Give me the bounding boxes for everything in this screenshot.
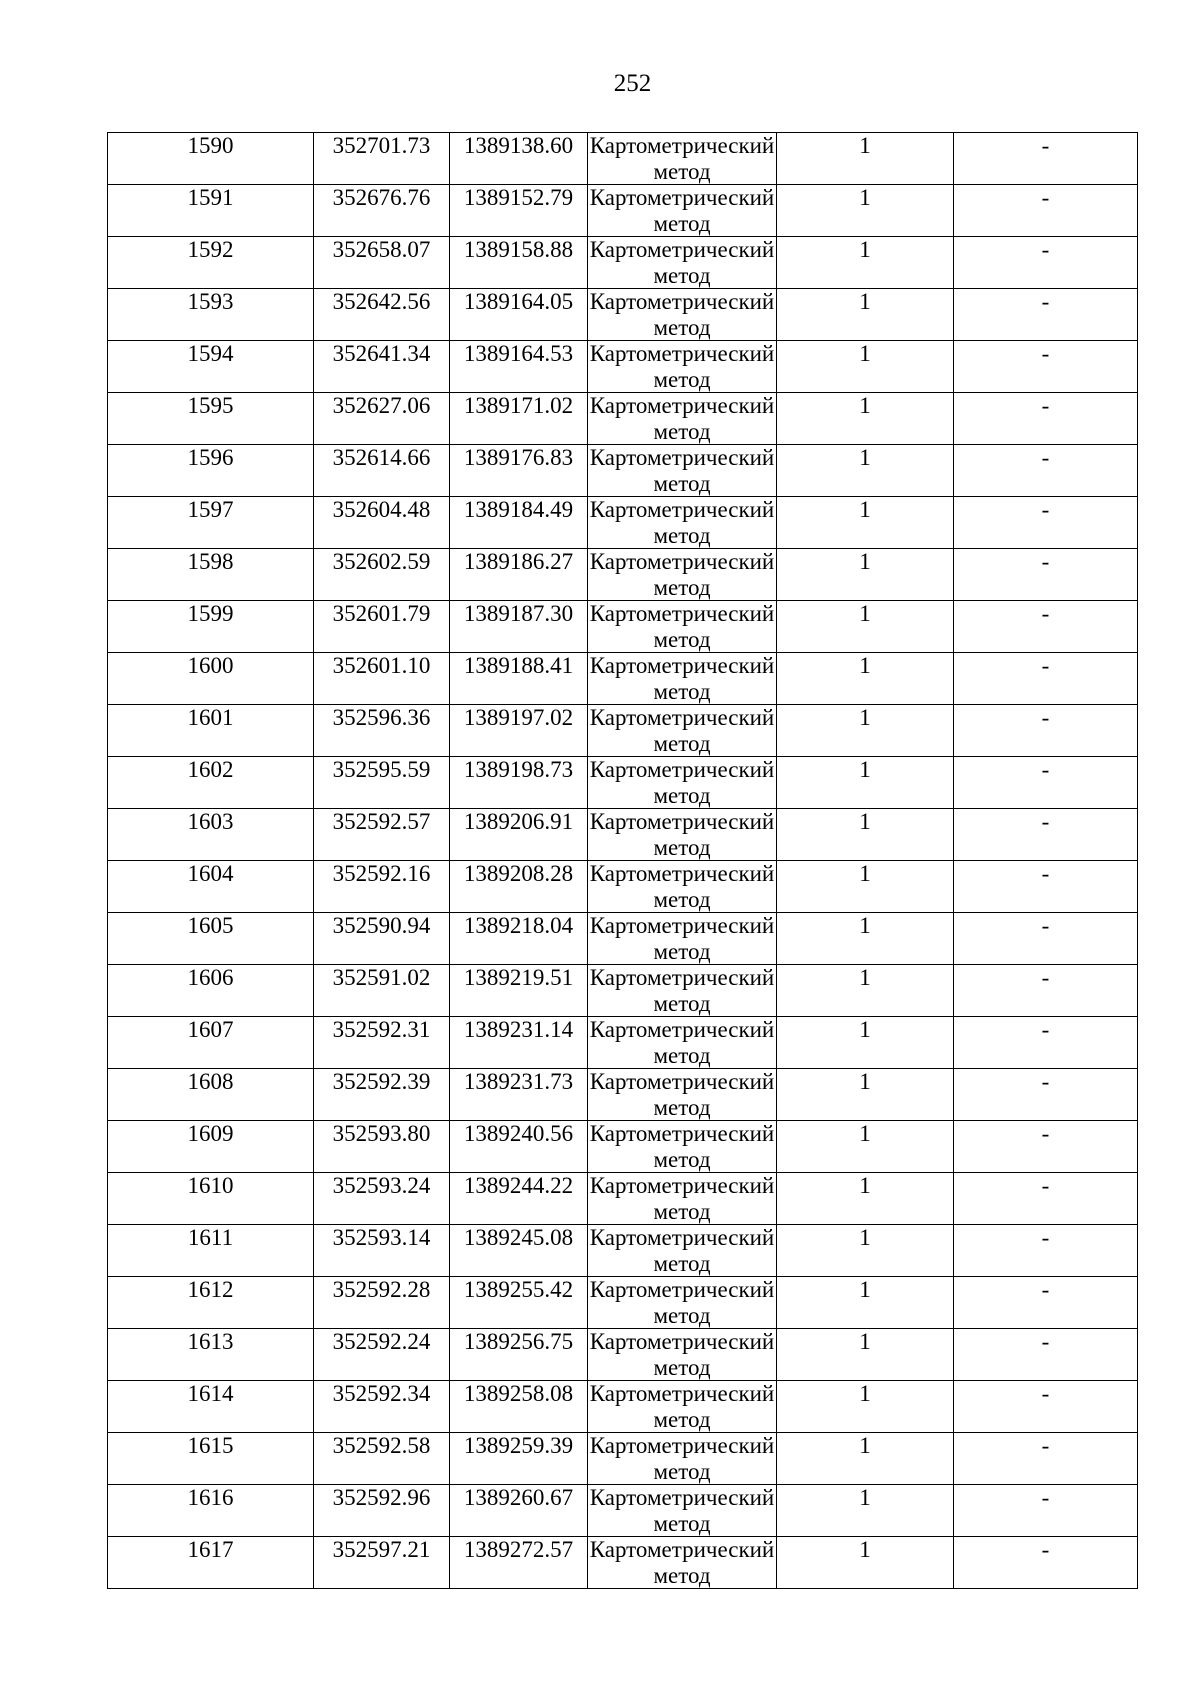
y-coordinate-cell: 1389152.79: [450, 185, 588, 237]
precision-cell: 1: [777, 289, 954, 341]
x-coordinate-cell: 352592.58: [314, 1433, 450, 1485]
point-number-cell: 1603: [108, 809, 314, 861]
precision-cell: 1: [777, 497, 954, 549]
point-number-cell: 1607: [108, 1017, 314, 1069]
point-number-cell: 1592: [108, 237, 314, 289]
y-coordinate-cell: 1389255.42: [450, 1277, 588, 1329]
method-cell: [588, 1017, 777, 1069]
method-text: Картометрический метод: [589, 913, 775, 964]
note-cell: -: [954, 133, 1138, 185]
method-text: Картометрический метод: [589, 237, 775, 288]
x-coordinate-cell: 352592.39: [314, 1069, 450, 1121]
table-row: [108, 393, 1138, 445]
method-text: Картометрический метод: [589, 1069, 775, 1120]
x-coordinate-cell: 352676.76: [314, 185, 450, 237]
table-row: [108, 965, 1138, 1017]
note-cell: -: [954, 341, 1138, 393]
x-coordinate-cell: 352593.24: [314, 1173, 450, 1225]
note-cell: -: [954, 1433, 1138, 1485]
table-row: [108, 861, 1138, 913]
y-coordinate-cell: 1389176.83: [450, 445, 588, 497]
table-row: [108, 133, 1138, 185]
method-text: Картометрический метод: [589, 497, 775, 548]
point-number-cell: 1617: [108, 1537, 314, 1589]
coordinates-table: [107, 132, 1138, 1589]
x-coordinate-cell: 352592.16: [314, 861, 450, 913]
y-coordinate-cell: 1389171.02: [450, 393, 588, 445]
method-cell: [588, 1173, 777, 1225]
method-cell: [588, 705, 777, 757]
precision-cell: 1: [777, 1537, 954, 1589]
y-coordinate-cell: 1389198.73: [450, 757, 588, 809]
method-text: Картометрический метод: [589, 1381, 775, 1432]
precision-cell: 1: [777, 341, 954, 393]
y-coordinate-cell: 1389260.67: [450, 1485, 588, 1537]
precision-cell: 1: [777, 1381, 954, 1433]
method-text: Картометрический метод: [589, 705, 775, 756]
precision-cell: 1: [777, 133, 954, 185]
method-cell: [588, 549, 777, 601]
table-row: [108, 653, 1138, 705]
note-cell: -: [954, 549, 1138, 601]
method-cell: [588, 289, 777, 341]
point-number-cell: 1610: [108, 1173, 314, 1225]
method-text: Картометрический метод: [589, 965, 775, 1016]
precision-cell: 1: [777, 861, 954, 913]
precision-cell: 1: [777, 705, 954, 757]
point-number-cell: 1606: [108, 965, 314, 1017]
method-text: Картометрический метод: [589, 445, 775, 496]
method-text: Картометрический метод: [589, 393, 775, 444]
table-row: [108, 757, 1138, 809]
table-row: [108, 341, 1138, 393]
y-coordinate-cell: 1389208.28: [450, 861, 588, 913]
precision-cell: 1: [777, 1017, 954, 1069]
note-cell: -: [954, 1277, 1138, 1329]
y-coordinate-cell: 1389259.39: [450, 1433, 588, 1485]
table-row: [108, 601, 1138, 653]
method-cell: [588, 445, 777, 497]
x-coordinate-cell: 352597.21: [314, 1537, 450, 1589]
y-coordinate-cell: 1389164.53: [450, 341, 588, 393]
point-number-cell: 1594: [108, 341, 314, 393]
point-number-cell: 1605: [108, 913, 314, 965]
precision-cell: 1: [777, 185, 954, 237]
note-cell: -: [954, 1485, 1138, 1537]
x-coordinate-cell: 352592.24: [314, 1329, 450, 1381]
x-coordinate-cell: 352601.10: [314, 653, 450, 705]
y-coordinate-cell: 1389164.05: [450, 289, 588, 341]
method-text: Картометрический метод: [589, 289, 775, 340]
table-row: [108, 1173, 1138, 1225]
method-text: Картометрический метод: [589, 1537, 775, 1588]
precision-cell: 1: [777, 1121, 954, 1173]
y-coordinate-cell: 1389158.88: [450, 237, 588, 289]
precision-cell: 1: [777, 393, 954, 445]
table-row: [108, 497, 1138, 549]
y-coordinate-cell: 1389206.91: [450, 809, 588, 861]
note-cell: -: [954, 1069, 1138, 1121]
method-text: Картометрический метод: [589, 1121, 775, 1172]
point-number-cell: 1601: [108, 705, 314, 757]
precision-cell: 1: [777, 549, 954, 601]
y-coordinate-cell: 1389231.73: [450, 1069, 588, 1121]
precision-cell: 1: [777, 1433, 954, 1485]
method-text: Картометрический метод: [589, 861, 775, 912]
note-cell: -: [954, 237, 1138, 289]
method-cell: [588, 757, 777, 809]
precision-cell: 1: [777, 757, 954, 809]
point-number-cell: 1608: [108, 1069, 314, 1121]
x-coordinate-cell: 352601.79: [314, 601, 450, 653]
precision-cell: 1: [777, 237, 954, 289]
note-cell: -: [954, 1537, 1138, 1589]
method-text: Картометрический метод: [589, 133, 775, 184]
method-cell: [588, 913, 777, 965]
x-coordinate-cell: 352602.59: [314, 549, 450, 601]
x-coordinate-cell: 352658.07: [314, 237, 450, 289]
note-cell: -: [954, 757, 1138, 809]
method-cell: [588, 1433, 777, 1485]
method-cell: [588, 1381, 777, 1433]
point-number-cell: 1591: [108, 185, 314, 237]
point-number-cell: 1600: [108, 653, 314, 705]
point-number-cell: 1597: [108, 497, 314, 549]
method-cell: [588, 1277, 777, 1329]
x-coordinate-cell: 352593.80: [314, 1121, 450, 1173]
method-text: Картометрический метод: [589, 1329, 775, 1380]
method-text: Картометрический метод: [589, 1017, 775, 1068]
y-coordinate-cell: 1389231.14: [450, 1017, 588, 1069]
method-text: Картометрический метод: [589, 601, 775, 652]
precision-cell: 1: [777, 913, 954, 965]
method-cell: [588, 1069, 777, 1121]
precision-cell: 1: [777, 601, 954, 653]
precision-cell: 1: [777, 1485, 954, 1537]
y-coordinate-cell: 1389184.49: [450, 497, 588, 549]
y-coordinate-cell: 1389240.56: [450, 1121, 588, 1173]
table-row: [108, 705, 1138, 757]
y-coordinate-cell: 1389256.75: [450, 1329, 588, 1381]
x-coordinate-cell: 352595.59: [314, 757, 450, 809]
method-cell: [588, 1485, 777, 1537]
method-text: Картометрический метод: [589, 185, 775, 236]
point-number-cell: 1614: [108, 1381, 314, 1433]
point-number-cell: 1593: [108, 289, 314, 341]
x-coordinate-cell: 352614.66: [314, 445, 450, 497]
x-coordinate-cell: 352641.34: [314, 341, 450, 393]
note-cell: -: [954, 445, 1138, 497]
method-cell: [588, 1225, 777, 1277]
note-cell: -: [954, 965, 1138, 1017]
y-coordinate-cell: 1389188.41: [450, 653, 588, 705]
method-cell: [588, 861, 777, 913]
y-coordinate-cell: 1389245.08: [450, 1225, 588, 1277]
precision-cell: 1: [777, 445, 954, 497]
method-cell: [588, 133, 777, 185]
precision-cell: 1: [777, 1225, 954, 1277]
note-cell: -: [954, 1017, 1138, 1069]
note-cell: -: [954, 705, 1138, 757]
point-number-cell: 1590: [108, 133, 314, 185]
method-cell: [588, 1121, 777, 1173]
precision-cell: 1: [777, 1329, 954, 1381]
x-coordinate-cell: 352592.57: [314, 809, 450, 861]
y-coordinate-cell: 1389272.57: [450, 1537, 588, 1589]
table-row: [108, 1017, 1138, 1069]
table-body: [108, 133, 1138, 1589]
note-cell: -: [954, 653, 1138, 705]
method-cell: [588, 1329, 777, 1381]
point-number-cell: 1615: [108, 1433, 314, 1485]
method-text: Картометрический метод: [589, 549, 775, 600]
table-row: [108, 237, 1138, 289]
precision-cell: 1: [777, 965, 954, 1017]
y-coordinate-cell: 1389258.08: [450, 1381, 588, 1433]
method-text: Картометрический метод: [589, 341, 775, 392]
table-row: [108, 185, 1138, 237]
precision-cell: 1: [777, 1277, 954, 1329]
y-coordinate-cell: 1389187.30: [450, 601, 588, 653]
x-coordinate-cell: 352592.31: [314, 1017, 450, 1069]
method-cell: [588, 809, 777, 861]
x-coordinate-cell: 352592.34: [314, 1381, 450, 1433]
point-number-cell: 1596: [108, 445, 314, 497]
table-row: [108, 1277, 1138, 1329]
table-row: [108, 1121, 1138, 1173]
note-cell: -: [954, 1329, 1138, 1381]
method-cell: [588, 1537, 777, 1589]
y-coordinate-cell: 1389197.02: [450, 705, 588, 757]
method-text: Картометрический метод: [589, 1277, 775, 1328]
note-cell: -: [954, 1381, 1138, 1433]
x-coordinate-cell: 352593.14: [314, 1225, 450, 1277]
method-cell: [588, 341, 777, 393]
point-number-cell: 1604: [108, 861, 314, 913]
table-row: [108, 1485, 1138, 1537]
point-number-cell: 1616: [108, 1485, 314, 1537]
note-cell: -: [954, 601, 1138, 653]
method-text: Картометрический метод: [589, 1485, 775, 1536]
y-coordinate-cell: 1389219.51: [450, 965, 588, 1017]
note-cell: -: [954, 497, 1138, 549]
table-row: [108, 549, 1138, 601]
precision-cell: 1: [777, 1173, 954, 1225]
table-row: [108, 1329, 1138, 1381]
table-row: [108, 289, 1138, 341]
x-coordinate-cell: 352604.48: [314, 497, 450, 549]
table-row: [108, 1537, 1138, 1589]
table-row: [108, 1069, 1138, 1121]
method-cell: [588, 965, 777, 1017]
x-coordinate-cell: 352627.06: [314, 393, 450, 445]
note-cell: -: [954, 1173, 1138, 1225]
x-coordinate-cell: 352596.36: [314, 705, 450, 757]
y-coordinate-cell: 1389186.27: [450, 549, 588, 601]
table-row: [108, 809, 1138, 861]
method-cell: [588, 237, 777, 289]
method-text: Картометрический метод: [589, 653, 775, 704]
table-row: [108, 1433, 1138, 1485]
point-number-cell: 1595: [108, 393, 314, 445]
note-cell: -: [954, 1225, 1138, 1277]
method-text: Картометрический метод: [589, 1225, 775, 1276]
point-number-cell: 1612: [108, 1277, 314, 1329]
y-coordinate-cell: 1389138.60: [450, 133, 588, 185]
point-number-cell: 1599: [108, 601, 314, 653]
method-text: Картометрический метод: [589, 757, 775, 808]
note-cell: -: [954, 393, 1138, 445]
y-coordinate-cell: 1389218.04: [450, 913, 588, 965]
method-text: Картометрический метод: [589, 1433, 775, 1484]
x-coordinate-cell: 352590.94: [314, 913, 450, 965]
precision-cell: 1: [777, 653, 954, 705]
table-row: [108, 445, 1138, 497]
point-number-cell: 1602: [108, 757, 314, 809]
point-number-cell: 1609: [108, 1121, 314, 1173]
note-cell: -: [954, 913, 1138, 965]
note-cell: -: [954, 289, 1138, 341]
x-coordinate-cell: 352592.96: [314, 1485, 450, 1537]
point-number-cell: 1611: [108, 1225, 314, 1277]
note-cell: -: [954, 809, 1138, 861]
point-number-cell: 1613: [108, 1329, 314, 1381]
x-coordinate-cell: 352591.02: [314, 965, 450, 1017]
x-coordinate-cell: 352701.73: [314, 133, 450, 185]
method-text: Картометрический метод: [589, 809, 775, 860]
table-row: [108, 1381, 1138, 1433]
page-number: 252: [613, 70, 652, 97]
method-cell: [588, 185, 777, 237]
note-cell: -: [954, 1121, 1138, 1173]
method-cell: [588, 393, 777, 445]
note-cell: -: [954, 185, 1138, 237]
method-cell: [588, 601, 777, 653]
table-row: [108, 1225, 1138, 1277]
x-coordinate-cell: 352592.28: [314, 1277, 450, 1329]
note-cell: -: [954, 861, 1138, 913]
point-number-cell: 1598: [108, 549, 314, 601]
x-coordinate-cell: 352642.56: [314, 289, 450, 341]
precision-cell: 1: [777, 1069, 954, 1121]
method-cell: [588, 497, 777, 549]
method-text: Картометрический метод: [589, 1173, 775, 1224]
precision-cell: 1: [777, 809, 954, 861]
method-cell: [588, 653, 777, 705]
y-coordinate-cell: 1389244.22: [450, 1173, 588, 1225]
table-row: [108, 913, 1138, 965]
